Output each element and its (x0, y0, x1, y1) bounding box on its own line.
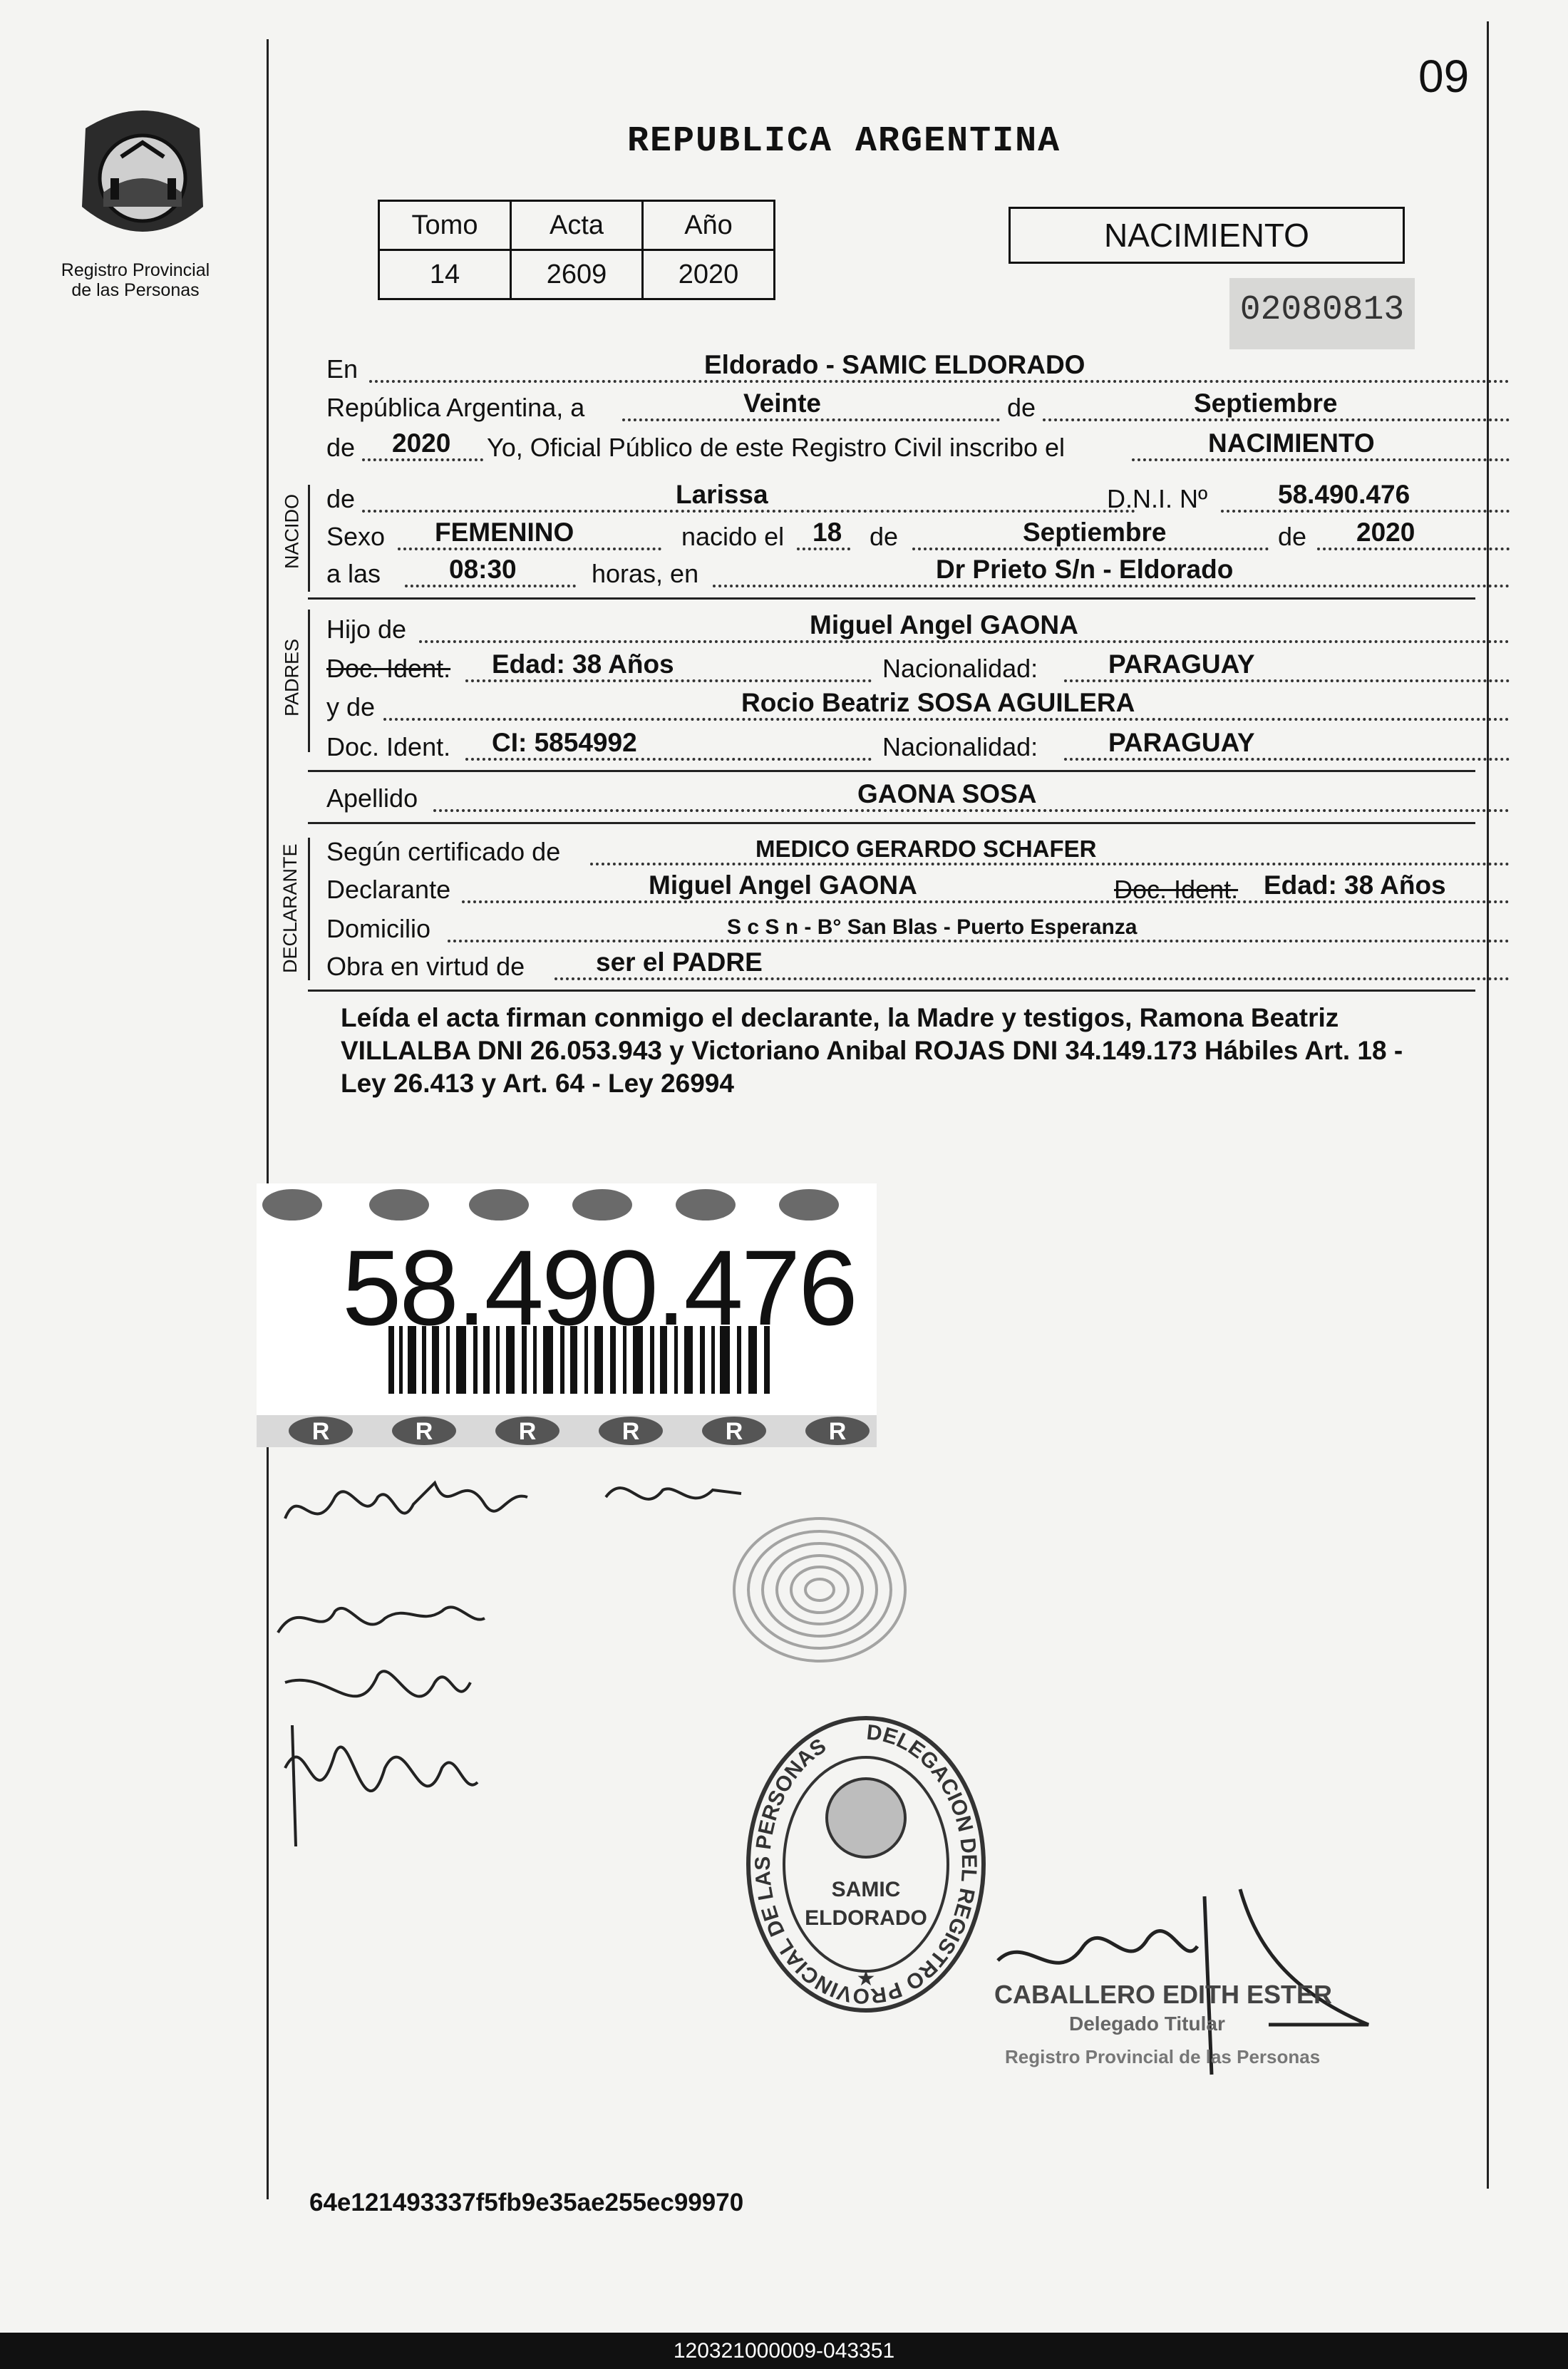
section-label-nacido: NACIDO (281, 494, 303, 570)
padres-row-father: Hijo de Miguel Angel GAONA (326, 608, 1467, 647)
mother-nationality-value: PARAGUAY (1108, 728, 1255, 757)
stamp-center-text-2: ELDORADO (805, 1906, 927, 1930)
logo-caption: Registro Provincial de las Personas (61, 260, 210, 300)
day-value: Veinte (743, 389, 821, 418)
intro-row-place: En Eldorado - SAMIC ELDORADO (326, 348, 1467, 387)
svg-text:DELEGACION DEL REGISTRO PROVIN (751, 1721, 981, 2008)
svg-text:R: R (311, 1418, 330, 1445)
act-type-box: NACIMIENTO (1009, 207, 1405, 264)
stamp-center-text-1: SAMIC (831, 1878, 901, 1901)
nacido-row-name: de Larissa D.N.I. Nº 58.490.476 (326, 478, 1467, 517)
footer-code-bar: 120321000009-043351 (0, 2333, 1568, 2369)
padres-row-father-doc: Doc. Ident. Edad: 38 Años Nacionalidad: PARAGUAY (326, 647, 1467, 687)
closing-notes: Leída el acta firman conmigo el declarante, la Madre y testigos, Ramona Beatriz VILLALBA DNI 26.053.943 y Victoriano Anibal ROJAS DNI 34.149.173 Hábiles Art. 18 - Ley 26.413 y Art. 64 - Ley 26994 (341, 1003, 1403, 1098)
father-doc-value: Edad: 38 Años (492, 649, 674, 679)
declarante-row-obra: Obra en virtud de ser el PADRE (326, 945, 1467, 985)
svg-text:R: R (621, 1418, 640, 1445)
province-seal-logo (71, 100, 214, 257)
document-title: REPUBLICA ARGENTINA (627, 121, 1061, 162)
intro-row-inscribe: de 2020 Yo, Oficial Público de este Registro Civil inscribo el NACIMIENTO (326, 426, 1467, 466)
declarant-name-value: Miguel Angel GAONA (649, 870, 917, 900)
birth-year-value: 2020 (1356, 518, 1415, 547)
registry-stamp (741, 1711, 991, 2025)
intro-row-date: República Argentina, a Veinte de Septiembre (326, 386, 1467, 426)
birth-time-value: 08:30 (449, 555, 517, 584)
father-nationality-value: PARAGUAY (1108, 649, 1255, 679)
right-margin-line (1487, 21, 1489, 2189)
domicilio-value: S c S n - B° San Blas - Puerto Esperanza (727, 915, 1138, 939)
inscribe-type-value: NACIMIENTO (1208, 428, 1375, 458)
apellido-value: GAONA SOSA (857, 779, 1037, 808)
padres-row-mother: y de Rocio Beatriz SOSA AGUILERA (326, 686, 1467, 725)
officer-office: Registro Provincial de las Personas (1005, 2046, 1321, 2067)
declarante-row-name: Declarante Miguel Angel GAONA Doc. Ident. Edad: 38 Años (326, 868, 1467, 908)
mother-doc-value: CI: 5854992 (492, 728, 637, 757)
birth-month-value: Septiembre (1023, 518, 1167, 547)
month-value: Septiembre (1194, 389, 1338, 418)
table-cell: 2020 (643, 250, 775, 299)
section-label-declarante: DECLARANTE (279, 843, 301, 973)
birth-place-value: Dr Prieto S/n - Eldorado (936, 555, 1234, 584)
child-name-value: Larissa (676, 480, 768, 509)
table-header: Acta (511, 201, 643, 250)
document-hash: 64e121493337f5fb9e35ae255ec99970 (309, 2189, 744, 2216)
mother-name-value: Rocio Beatriz SOSA AGUILERA (741, 688, 1135, 717)
fingerprint-mark (720, 1497, 919, 1682)
svg-text:R: R (415, 1418, 433, 1445)
svg-text:R: R (725, 1418, 743, 1445)
nacido-row-place: a las 08:30 horas, en Dr Prieto S/n - Eldorado (326, 553, 1467, 592)
record-table (378, 200, 775, 300)
serial-number: 02080813 (1229, 278, 1415, 349)
page-number: 09 (1418, 51, 1470, 102)
place-value: Eldorado - SAMIC ELDORADO (704, 350, 1085, 379)
certificate-value: MEDICO GERARDO SCHAFER (755, 836, 1097, 862)
officer-role: Delegado Titular (1069, 2013, 1225, 2035)
section-label-padres: PADRES (281, 638, 303, 717)
year-value: 2020 (392, 428, 451, 458)
svg-text:★: ★ (856, 1967, 876, 1990)
table-header: Tomo (379, 201, 511, 250)
birth-day-value: 18 (813, 518, 842, 547)
left-margin-line (267, 39, 269, 2199)
padres-row-mother-doc: Doc. Ident. CI: 5854992 Nacionalidad: PARAGUAY (326, 726, 1467, 765)
declarant-doc-value: Edad: 38 Años (1264, 870, 1446, 900)
obra-value: ser el PADRE (596, 947, 763, 977)
father-name-value: Miguel Angel GAONA (810, 610, 1078, 639)
table-cell: 14 (379, 250, 511, 299)
svg-text:R: R (828, 1418, 847, 1445)
sex-value: FEMENINO (435, 518, 574, 547)
svg-text:R: R (518, 1418, 537, 1445)
stamp-ring-text: DELEGACION DEL REGISTRO PROVINCIAL DE LAS PERSONAS (751, 1720, 981, 2008)
declarante-row-domicilio: Domicilio S c S n - B° San Blas - Puerto Esperanza (326, 908, 1467, 947)
sticker-dni-number: 58.490.476 (342, 1228, 856, 1347)
officer-name: CABALLERO EDITH ESTER (994, 1980, 1333, 2009)
table-cell: 2609 (511, 250, 643, 299)
declarante-row-cert: Según certificado de MEDICO GERARDO SCHAFER (326, 831, 1467, 870)
table-header: Año (643, 201, 775, 250)
dni-value: 58.490.476 (1278, 480, 1410, 509)
apellido-row: Apellido GAONA SOSA (326, 777, 1467, 816)
nacido-row-birth: Sexo FEMENINO nacido el 18 de Septiembre de 2020 (326, 515, 1467, 555)
